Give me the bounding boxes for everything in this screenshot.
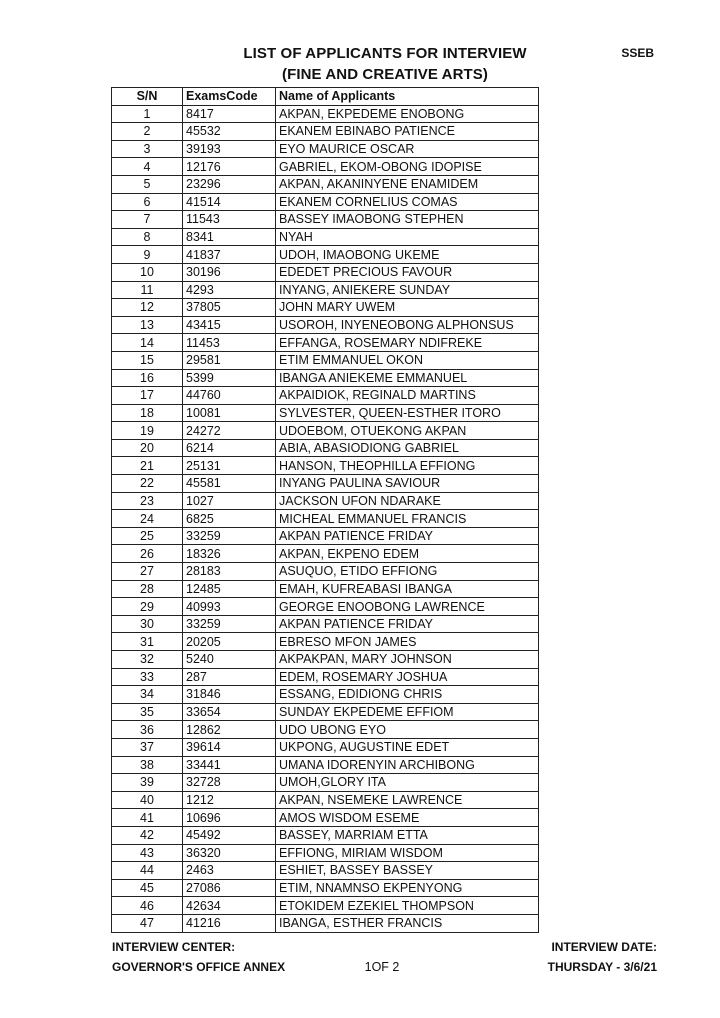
table-row xyxy=(112,105,539,123)
table-row xyxy=(112,721,539,739)
cell-applicant-name: ETOKIDEM EZEKIEL THOMPSON xyxy=(276,897,539,915)
cell-sn: 31 xyxy=(112,633,183,651)
cell-sn: 18 xyxy=(112,404,183,422)
table-row xyxy=(112,228,539,246)
cell-sn: 26 xyxy=(112,545,183,563)
table-row xyxy=(112,316,539,334)
table-row xyxy=(112,668,539,686)
table-row xyxy=(112,914,539,932)
cell-applicant-name: HANSON, THEOPHILLA EFFIONG xyxy=(276,457,539,475)
table-row xyxy=(112,457,539,475)
cell-sn: 23 xyxy=(112,492,183,510)
cell-exams-code: 12176 xyxy=(183,158,276,176)
cell-exams-code: 18326 xyxy=(183,545,276,563)
cell-applicant-name: IBANGA ANIEKEME EMMANUEL xyxy=(276,369,539,387)
table-row xyxy=(112,756,539,774)
cell-exams-code: 12862 xyxy=(183,721,276,739)
cell-sn: 38 xyxy=(112,756,183,774)
cell-exams-code: 20205 xyxy=(183,633,276,651)
cell-applicant-name: AKPAN, NSEMEKE LAWRENCE xyxy=(276,791,539,809)
cell-exams-code: 11453 xyxy=(183,334,276,352)
table-row xyxy=(112,527,539,545)
cell-sn: 12 xyxy=(112,299,183,317)
cell-applicant-name: BASSEY IMAOBONG STEPHEN xyxy=(276,211,539,229)
cell-exams-code: 10081 xyxy=(183,404,276,422)
cell-sn: 40 xyxy=(112,791,183,809)
cell-applicant-name: JACKSON UFON NDARAKE xyxy=(276,492,539,510)
cell-sn: 27 xyxy=(112,563,183,581)
cell-exams-code: 24272 xyxy=(183,422,276,440)
cell-sn: 9 xyxy=(112,246,183,264)
table-row xyxy=(112,369,539,387)
cell-sn: 2 xyxy=(112,123,183,141)
cell-applicant-name: USOROH, INYENEOBONG ALPHONSUS xyxy=(276,316,539,334)
cell-exams-code: 8417 xyxy=(183,105,276,123)
cell-exams-code: 39193 xyxy=(183,140,276,158)
cell-applicant-name: UDO UBONG EYO xyxy=(276,721,539,739)
cell-applicant-name: ETIM EMMANUEL OKON xyxy=(276,351,539,369)
cell-sn: 36 xyxy=(112,721,183,739)
cell-exams-code: 28183 xyxy=(183,563,276,581)
cell-exams-code: 41837 xyxy=(183,246,276,264)
cell-sn: 6 xyxy=(112,193,183,211)
cell-applicant-name: EDEDET PRECIOUS FAVOUR xyxy=(276,263,539,281)
cell-sn: 41 xyxy=(112,809,183,827)
cell-sn: 15 xyxy=(112,351,183,369)
cell-sn: 16 xyxy=(112,369,183,387)
table-row xyxy=(112,439,539,457)
page-subtitle: (FINE AND CREATIVE ARTS) xyxy=(281,66,488,83)
cell-applicant-name: AKPAN PATIENCE FRIDAY xyxy=(276,615,539,633)
cell-applicant-name: UKPONG, AUGUSTINE EDET xyxy=(276,738,539,756)
cell-sn: 20 xyxy=(112,439,183,457)
table-row xyxy=(112,281,539,299)
table-row xyxy=(112,158,539,176)
table-row xyxy=(112,615,539,633)
cell-sn: 46 xyxy=(112,897,183,915)
column-header-name: Name of Applicants xyxy=(276,88,539,106)
cell-applicant-name: EMAH, KUFREABASI IBANGA xyxy=(276,580,539,598)
cell-sn: 10 xyxy=(112,263,183,281)
cell-applicant-name: UDOH, IMAOBONG UKEME xyxy=(276,246,539,264)
cell-sn: 42 xyxy=(112,826,183,844)
cell-sn: 19 xyxy=(112,422,183,440)
cell-exams-code: 45532 xyxy=(183,123,276,141)
cell-applicant-name: EKANEM EBINABO PATIENCE xyxy=(276,123,539,141)
cell-exams-code: 12485 xyxy=(183,580,276,598)
table-row xyxy=(112,897,539,915)
cell-exams-code: 287 xyxy=(183,668,276,686)
cell-exams-code: 30196 xyxy=(183,263,276,281)
table-row xyxy=(112,703,539,721)
cell-sn: 21 xyxy=(112,457,183,475)
table-body xyxy=(112,105,539,932)
table-row xyxy=(112,211,539,229)
cell-applicant-name: AKPAKPAN, MARY JOHNSON xyxy=(276,651,539,669)
table-row xyxy=(112,809,539,827)
cell-sn: 37 xyxy=(112,738,183,756)
cell-sn: 35 xyxy=(112,703,183,721)
cell-sn: 44 xyxy=(112,862,183,880)
cell-applicant-name: SUNDAY EKPEDEME EFFIOM xyxy=(276,703,539,721)
cell-exams-code: 1027 xyxy=(183,492,276,510)
cell-sn: 33 xyxy=(112,668,183,686)
cell-exams-code: 42634 xyxy=(183,897,276,915)
table-row xyxy=(112,651,539,669)
cell-sn: 45 xyxy=(112,879,183,897)
cell-exams-code: 31846 xyxy=(183,686,276,704)
cell-exams-code: 27086 xyxy=(183,879,276,897)
cell-exams-code: 11543 xyxy=(183,211,276,229)
table-row xyxy=(112,738,539,756)
cell-exams-code: 32728 xyxy=(183,774,276,792)
table-row xyxy=(112,633,539,651)
cell-exams-code: 10696 xyxy=(183,809,276,827)
cell-sn: 13 xyxy=(112,316,183,334)
cell-exams-code: 39614 xyxy=(183,738,276,756)
table-row xyxy=(112,598,539,616)
cell-applicant-name: ESSANG, EDIDIONG CHRIS xyxy=(276,686,539,704)
interview-date-label: INTERVIEW DATE: xyxy=(551,940,657,954)
column-header-sn: S/N xyxy=(112,88,183,106)
table-row xyxy=(112,510,539,528)
cell-sn: 43 xyxy=(112,844,183,862)
cell-applicant-name: ETIM, NNAMNSO EKPENYONG xyxy=(276,879,539,897)
cell-exams-code: 37805 xyxy=(183,299,276,317)
table-row xyxy=(112,686,539,704)
interview-center-value: GOVERNOR'S OFFICE ANNEX xyxy=(112,960,286,974)
table-row xyxy=(112,246,539,264)
cell-exams-code: 33259 xyxy=(183,615,276,633)
cell-exams-code: 41514 xyxy=(183,193,276,211)
table-row xyxy=(112,791,539,809)
cell-sn: 1 xyxy=(112,105,183,123)
cell-sn: 7 xyxy=(112,211,183,229)
table-row xyxy=(112,175,539,193)
cell-applicant-name: IBANGA, ESTHER FRANCIS xyxy=(276,914,539,932)
interview-center-label: INTERVIEW CENTER: xyxy=(112,940,236,954)
cell-exams-code: 45581 xyxy=(183,475,276,493)
table-row xyxy=(112,774,539,792)
table-header-row xyxy=(112,88,539,106)
cell-exams-code: 43415 xyxy=(183,316,276,334)
cell-sn: 11 xyxy=(112,281,183,299)
cell-exams-code: 4293 xyxy=(183,281,276,299)
cell-exams-code: 8341 xyxy=(183,228,276,246)
cell-sn: 3 xyxy=(112,140,183,158)
cell-sn: 22 xyxy=(112,475,183,493)
cell-applicant-name: EDEM, ROSEMARY JOSHUA xyxy=(276,668,539,686)
table-row xyxy=(112,299,539,317)
cell-exams-code: 45492 xyxy=(183,826,276,844)
table-row xyxy=(112,862,539,880)
cell-sn: 5 xyxy=(112,175,183,193)
cell-exams-code: 25131 xyxy=(183,457,276,475)
cell-applicant-name: EBRESO MFON JAMES xyxy=(276,633,539,651)
cell-exams-code: 1212 xyxy=(183,791,276,809)
cell-sn: 47 xyxy=(112,914,183,932)
cell-exams-code: 33654 xyxy=(183,703,276,721)
table-row xyxy=(112,475,539,493)
cell-sn: 8 xyxy=(112,228,183,246)
interview-date-value: THURSDAY - 3/6/21 xyxy=(547,960,657,974)
table-row xyxy=(112,826,539,844)
table-row xyxy=(112,387,539,405)
cell-applicant-name: MICHEAL EMMANUEL FRANCIS xyxy=(276,510,539,528)
cell-applicant-name: GABRIEL, EKOM-OBONG IDOPISE xyxy=(276,158,539,176)
cell-exams-code: 6214 xyxy=(183,439,276,457)
cell-sn: 39 xyxy=(112,774,183,792)
table-row xyxy=(112,545,539,563)
cell-exams-code: 33441 xyxy=(183,756,276,774)
cell-sn: 29 xyxy=(112,598,183,616)
cell-applicant-name: ESHIET, BASSEY BASSEY xyxy=(276,862,539,880)
table-row xyxy=(112,193,539,211)
cell-sn: 32 xyxy=(112,651,183,669)
cell-applicant-name: NYAH xyxy=(276,228,539,246)
cell-applicant-name: EYO MAURICE OSCAR xyxy=(276,140,539,158)
table-row xyxy=(112,404,539,422)
table-row xyxy=(112,123,539,141)
cell-exams-code: 40993 xyxy=(183,598,276,616)
cell-sn: 25 xyxy=(112,527,183,545)
page-number: 1OF 2 xyxy=(364,960,400,974)
cell-applicant-name: ABIA, ABASIODIONG GABRIEL xyxy=(276,439,539,457)
table-row xyxy=(112,334,539,352)
cell-applicant-name: UMOH,GLORY ITA xyxy=(276,774,539,792)
cell-sn: 4 xyxy=(112,158,183,176)
cell-applicant-name: AKPAN, EKPENO EDEM xyxy=(276,545,539,563)
cell-applicant-name: INYANG, ANIEKERE SUNDAY xyxy=(276,281,539,299)
cell-applicant-name: BASSEY, MARRIAM ETTA xyxy=(276,826,539,844)
cell-applicant-name: EFFIONG, MIRIAM WISDOM xyxy=(276,844,539,862)
cell-exams-code: 36320 xyxy=(183,844,276,862)
table-row xyxy=(112,140,539,158)
cell-exams-code: 41216 xyxy=(183,914,276,932)
cell-applicant-name: UDOEBOM, OTUEKONG AKPAN xyxy=(276,422,539,440)
cell-exams-code: 2463 xyxy=(183,862,276,880)
table-row xyxy=(112,580,539,598)
cell-sn: 24 xyxy=(112,510,183,528)
cell-applicant-name: AKPAN, AKANINYENE ENAMIDEM xyxy=(276,175,539,193)
table-row xyxy=(112,563,539,581)
table-row xyxy=(112,263,539,281)
cell-sn: 30 xyxy=(112,615,183,633)
cell-exams-code: 6825 xyxy=(183,510,276,528)
cell-applicant-name: UMANA IDORENYIN ARCHIBONG xyxy=(276,756,539,774)
cell-applicant-name: EKANEM CORNELIUS COMAS xyxy=(276,193,539,211)
table-row xyxy=(112,844,539,862)
cell-applicant-name: INYANG PAULINA SAVIOUR xyxy=(276,475,539,493)
table-row xyxy=(112,351,539,369)
page-title: LIST OF APPLICANTS FOR INTERVIEW xyxy=(243,45,527,62)
cell-applicant-name: AMOS WISDOM ESEME xyxy=(276,809,539,827)
cell-exams-code: 44760 xyxy=(183,387,276,405)
cell-applicant-name: AKPAN PATIENCE FRIDAY xyxy=(276,527,539,545)
applicants-table xyxy=(111,87,539,933)
cell-exams-code: 23296 xyxy=(183,175,276,193)
cell-exams-code: 5399 xyxy=(183,369,276,387)
cell-applicant-name: JOHN MARY UWEM xyxy=(276,299,539,317)
column-header-exams-code: ExamsCode xyxy=(183,88,276,106)
table-row xyxy=(112,879,539,897)
cell-sn: 34 xyxy=(112,686,183,704)
interview-date-block xyxy=(548,937,657,977)
cell-applicant-name: AKPAN, EKPEDEME ENOBONG xyxy=(276,105,539,123)
table-row xyxy=(112,492,539,510)
cell-sn: 17 xyxy=(112,387,183,405)
cell-sn: 28 xyxy=(112,580,183,598)
organization-code: SSEB xyxy=(621,46,654,60)
cell-applicant-name: ASUQUO, ETIDO EFFIONG xyxy=(276,563,539,581)
table-row xyxy=(112,422,539,440)
cell-applicant-name: EFFANGA, ROSEMARY NDIFREKE xyxy=(276,334,539,352)
cell-sn: 14 xyxy=(112,334,183,352)
cell-exams-code: 29581 xyxy=(183,351,276,369)
cell-applicant-name: AKPAIDIOK, REGINALD MARTINS xyxy=(276,387,539,405)
cell-applicant-name: GEORGE ENOOBONG LAWRENCE xyxy=(276,598,539,616)
cell-applicant-name: SYLVESTER, QUEEN-ESTHER ITORO xyxy=(276,404,539,422)
cell-exams-code: 33259 xyxy=(183,527,276,545)
cell-exams-code: 5240 xyxy=(183,651,276,669)
